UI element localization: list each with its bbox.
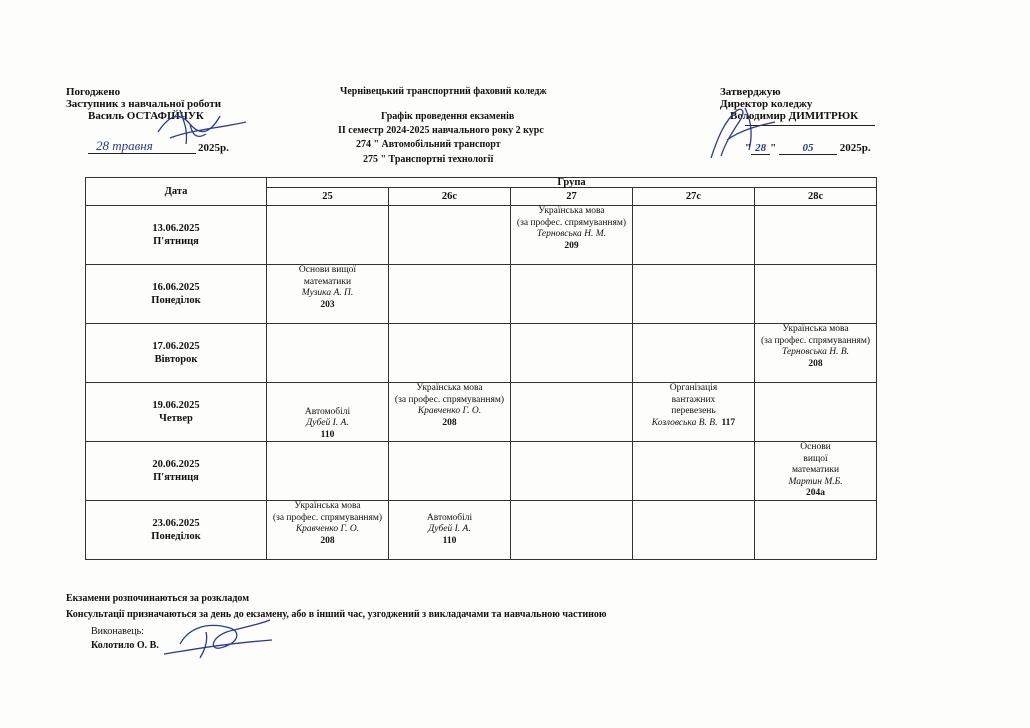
exam-subject: математики: [791, 465, 840, 475]
schedule-cell: [267, 442, 389, 501]
schedule-cell: [511, 324, 633, 383]
approved-label: Погоджено: [66, 86, 121, 98]
date-cell: [86, 501, 267, 560]
schedule-cell: [389, 265, 511, 324]
group-header-3: 27с: [633, 188, 755, 206]
date-cell: [86, 383, 267, 442]
director-name: Володимир ДИМИТРЮК: [730, 110, 859, 122]
left-year: 2025р.: [198, 142, 229, 154]
exam-subject: вантажних: [671, 394, 716, 405]
exam-weekday: Вівторок: [154, 354, 198, 365]
day-open-quote: ": [745, 142, 752, 154]
date-cell: [86, 442, 267, 501]
schedule-cell: [633, 324, 755, 383]
exam-room: 208: [442, 417, 457, 428]
schedule-cell: [267, 501, 389, 560]
schedule-cell: [633, 383, 755, 442]
exam-teacher: Терновська Н. М.: [536, 229, 607, 239]
exam-room: 110: [320, 429, 335, 440]
exam-weekday: Четвер: [159, 413, 193, 424]
group-header-2: 27: [511, 188, 633, 206]
specialty-275: 275 " Транспортні технології: [363, 154, 494, 165]
deputy-signature: [150, 104, 250, 150]
schedule-cell: [511, 265, 633, 324]
right-day: 28: [751, 142, 770, 155]
schedule-cell: [755, 265, 877, 324]
exam-subject: (за профес. спрямуванням): [760, 335, 871, 346]
schedule-cell: [633, 501, 755, 560]
exam-subject: (за профес. спрямуванням): [394, 394, 505, 405]
schedule-cell: [755, 442, 877, 501]
table-row: [86, 206, 877, 265]
exam-room: 208: [808, 358, 823, 369]
group-column-header: Група: [267, 178, 877, 188]
exam-subject: Основи вищої: [298, 265, 357, 275]
exam-weekday: П'ятниця: [153, 472, 199, 483]
exam-room: 209: [564, 240, 579, 251]
schedule-cell: [389, 206, 511, 265]
executor-label: Виконавець:: [91, 626, 144, 637]
group-header-0: 25: [267, 188, 389, 206]
exam-subject: Автомобілі: [426, 512, 473, 523]
schedule-cell: [633, 206, 755, 265]
exam-date: 13.06.2025: [152, 223, 200, 234]
deputy-name: Василь ОСТАФІЙЧУК: [88, 110, 204, 122]
schedule-cell: [267, 206, 389, 265]
exam-room: 203: [320, 299, 335, 310]
exam-subject: вищої: [803, 453, 828, 464]
schedule-cell: [389, 501, 511, 560]
schedule-cell: [511, 206, 633, 265]
schedule-cell: [755, 501, 877, 560]
exam-subject: перевезень: [671, 406, 716, 416]
exam-weekday: Понеділок: [151, 295, 201, 306]
exam-subject: Українська мова: [782, 324, 849, 334]
right-month: 05: [779, 142, 837, 155]
table-row: [86, 442, 877, 501]
schedule-cell: [511, 501, 633, 560]
exam-teacher: Кравченко Г. О.: [417, 406, 482, 416]
exam-date: 23.06.2025: [152, 518, 200, 529]
table-row: [86, 501, 877, 560]
exam-room: 117: [721, 417, 736, 428]
group-header-4: 28с: [755, 188, 877, 206]
date-column-header: Дата: [86, 178, 267, 206]
exam-date: 19.06.2025: [152, 400, 200, 411]
exam-subject: Українська мова: [416, 383, 483, 393]
day-close-quote: ": [770, 142, 777, 154]
schedule-cell: [755, 206, 877, 265]
footer-note-consultations: Консультації призначаються за день до екзамену, або в інший час, узгоджений з викладачами та навчальною частиною: [66, 609, 607, 620]
schedule-cell: [267, 383, 389, 442]
exam-date: 20.06.2025: [152, 459, 200, 470]
date-cell: [86, 206, 267, 265]
semester-line: ІІ семестр 2024-2025 навчального року 2 курс: [338, 125, 544, 136]
table-row: [86, 265, 877, 324]
document-title: Графік проведення екзаменів: [381, 111, 515, 122]
exam-subject: Українська мова: [294, 501, 361, 511]
exam-subject: Автомобілі: [304, 406, 351, 417]
exam-teacher: Дубей І. А.: [428, 524, 471, 535]
approve-label: Затверджую: [720, 86, 781, 98]
table-row: [86, 324, 877, 383]
exam-teacher: Музика А. П.: [301, 288, 354, 298]
institution-name: Чернівецький транспортний фаховий коледж: [340, 86, 547, 97]
exam-date: 16.06.2025: [152, 282, 200, 293]
exam-weekday: П'ятниця: [153, 236, 199, 247]
exam-subject: математики: [303, 276, 352, 287]
exam-teacher: Терновська Н. В.: [782, 347, 850, 357]
exam-teacher: Кравченко Г. О.: [295, 524, 360, 534]
deputy-position: Заступник з навчальної роботи: [66, 98, 222, 110]
schedule-cell: [267, 265, 389, 324]
teacher-room-line: [633, 418, 754, 430]
schedule-cell: [511, 442, 633, 501]
exam-subject: (за профес. спрямуванням): [516, 217, 627, 228]
schedule-cell: [267, 324, 389, 383]
footer-note-exams: Екзамени розпочинаються за розкладом: [66, 593, 250, 604]
right-year: 2025р.: [839, 142, 871, 154]
left-handwritten-date: 28 травня: [96, 138, 153, 153]
executor-name: Колотило О. В.: [91, 640, 159, 651]
schedule-cell: [389, 383, 511, 442]
director-signature: [705, 100, 785, 164]
date-cell: [86, 265, 267, 324]
schedule-cell: [755, 324, 877, 383]
exam-subject: Організація: [669, 383, 718, 393]
exam-teacher: Дубей І. А.: [306, 418, 349, 428]
exam-room: 208: [320, 535, 335, 546]
exam-teacher: Козловська В. В.: [651, 417, 718, 428]
schedule-cell: [511, 383, 633, 442]
exam-schedule-table: [85, 177, 877, 560]
specialty-274: 274 " Автомобільний транспорт: [356, 139, 501, 150]
exam-subject: (за профес. спрямуванням): [272, 512, 383, 523]
exam-teacher: Мартин М.Б.: [788, 476, 843, 487]
exam-date: 17.06.2025: [152, 341, 200, 352]
date-cell: [86, 324, 267, 383]
schedule-cell: [633, 442, 755, 501]
exam-room: 204а: [806, 488, 826, 498]
group-header-1: 26с: [389, 188, 511, 206]
exam-subject: Українська мова: [538, 206, 605, 216]
exam-room: 110: [442, 535, 457, 546]
director-position: Директор коледжу: [720, 98, 813, 110]
schedule-cell: [389, 324, 511, 383]
exam-weekday: Понеділок: [151, 531, 201, 542]
schedule-cell: [389, 442, 511, 501]
schedule-cell: [633, 265, 755, 324]
exam-subject: Основи: [800, 442, 831, 452]
executor-signature: [160, 614, 275, 664]
table-row: [86, 383, 877, 442]
schedule-cell: [755, 383, 877, 442]
